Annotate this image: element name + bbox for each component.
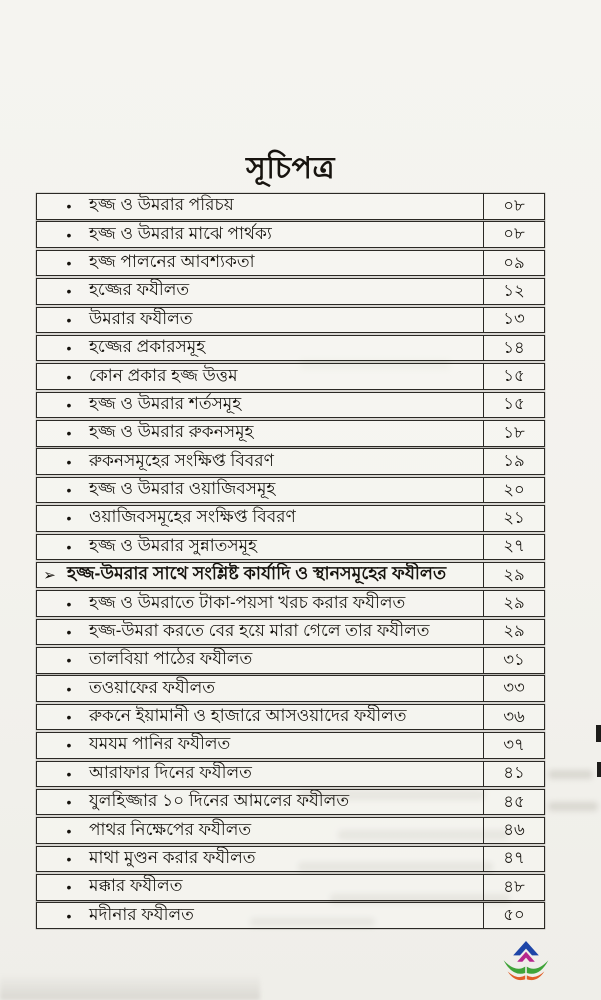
scan-bleed-streak (548, 770, 593, 779)
toc-row-label-cell (37, 449, 483, 474)
toc-entry-title: রুকনে ইয়ামানী ও হাজারে আসওয়াদের ফযীলত (89, 706, 407, 725)
toc-entry-title: হজ্জ ও উমরার শর্তসমূহ (89, 393, 242, 413)
toc-entry-title: মক্কার ফযীলত (89, 876, 183, 896)
toc-row (36, 846, 545, 873)
toc-entry-page-number: ২১ (483, 506, 544, 531)
toc-entry-title: যমযম পানির ফযীলত (89, 734, 231, 754)
toc-row-label-cell (37, 421, 483, 446)
bullet-icon: • (66, 425, 72, 442)
toc-entry-title: রুকনসমূহের সংক্ষিপ্ত বিবরণ (89, 450, 274, 470)
toc-entry-title: হজ্জ ও উমরার রুকনসমূহ (89, 422, 254, 442)
toc-row (36, 392, 545, 419)
bullet-icon: • (66, 822, 72, 839)
toc-row (36, 590, 545, 617)
bullet-icon: • (66, 595, 72, 612)
toc-row (36, 193, 545, 220)
bullet-icon: • (66, 368, 72, 385)
toc-entry-page-number: ১২ (483, 279, 544, 304)
toc-entry-page-number: ৪৬ (483, 818, 544, 843)
scan-bleed-streak (548, 802, 598, 811)
toc-row-label-cell (37, 563, 483, 588)
toc-row (36, 761, 545, 788)
toc-row-label-cell (37, 676, 483, 701)
toc-row (36, 250, 545, 277)
toc-row-label-cell (37, 903, 483, 928)
toc-entry-title: হজ্জ ও উমরার মাঝে পার্থক্য (89, 223, 272, 243)
toc-row-label-cell (37, 308, 483, 333)
toc-row-label-cell (37, 364, 483, 389)
toc-row-label-cell (37, 790, 483, 815)
bullet-icon: • (66, 907, 72, 924)
toc-row (36, 817, 545, 844)
toc-entry-title: হজ্জ ও উমরার ওয়াজিবসমূহ (89, 479, 276, 498)
publisher-open-book-logo (502, 940, 550, 990)
bullet-icon: • (66, 623, 72, 640)
bullet-icon: • (66, 226, 72, 243)
toc-entry-page-number: ৩৭ (483, 733, 544, 758)
bullet-icon: • (66, 652, 72, 669)
bullet-icon: • (66, 879, 72, 896)
toc-row-label-cell (37, 506, 483, 531)
toc-row (36, 221, 545, 248)
toc-row-label-cell (37, 535, 483, 560)
toc-entry-title: হজ্জ ও উমরাতে টাকা-পয়সা খরচ করার ফযীলত (89, 592, 406, 612)
toc-row-label-cell (37, 847, 483, 872)
bullet-icon: • (66, 538, 72, 555)
toc-entry-title: হজ্জের ফযীলত (89, 280, 190, 300)
toc-row (36, 675, 545, 702)
toc-row (36, 307, 545, 334)
scan-edge-mark (596, 725, 601, 742)
toc-entry-page-number: ৪১ (483, 762, 544, 787)
toc-row (36, 874, 545, 901)
bullet-icon: • (66, 510, 72, 527)
toc-row (36, 902, 545, 929)
bullet-icon: • (66, 482, 72, 498)
toc-entry-page-number: ২৯ (483, 563, 544, 588)
toc-entry-page-number: ৫০ (483, 903, 544, 928)
toc-entry-page-number: ৩৬ (483, 705, 544, 730)
toc-entry-title: ওয়াজিবসমূহের সংক্ষিপ্ত বিবরণ (89, 507, 296, 527)
toc-entry-page-number: ৪৫ (483, 790, 544, 815)
toc-row (36, 477, 545, 504)
section-arrow-icon: ➢ (43, 566, 56, 584)
toc-row-label-cell (37, 591, 483, 616)
toc-entry-page-number: ০৯ (483, 251, 544, 276)
toc-entry-page-number: ১৫ (483, 364, 544, 389)
toc-row (36, 647, 545, 674)
toc-entry-title: তওয়াফের ফযীলত (89, 677, 216, 697)
toc-entry-page-number: ১৪ (483, 336, 544, 361)
toc-entry-title: হজ্জ-উমরার সাথে সংশ্লিষ্ট কার্যাদি ও স্থানসমূহের ফযীলত (67, 562, 447, 583)
toc-entry-page-number: ১৩ (483, 308, 544, 333)
toc-entry-title: কোন প্রকার হজ্জ উত্তম (89, 365, 238, 385)
toc-entry-title: মাথা মুণ্ডন করার ফযীলত (89, 847, 256, 867)
toc-row-label-cell (37, 648, 483, 673)
toc-row (36, 789, 545, 816)
toc-entry-page-number: ২০ (483, 478, 544, 503)
toc-row-label-cell (37, 251, 483, 276)
toc-row (36, 278, 545, 305)
toc-entry-title: মদীনার ফযীলত (89, 904, 194, 924)
toc-row-label-cell (37, 620, 483, 645)
toc-entry-title: যুলহিজ্জার ১০ দিনের আমলের ফযীলত (89, 791, 350, 811)
toc-row (36, 335, 545, 362)
toc-entry-title: উমরার ফযীলত (89, 308, 193, 328)
toc-entry-title: তালবিয়া পাঠের ফযীলত (89, 649, 253, 669)
toc-row-label-cell (37, 705, 483, 730)
bullet-icon: • (66, 737, 72, 754)
toc-entry-page-number: ১৯ (483, 449, 544, 474)
toc-entry-page-number: ২৭ (483, 535, 544, 560)
bullet-icon: • (66, 765, 72, 782)
toc-entry-page-number: ২৯ (483, 591, 544, 616)
toc-entry-title: হজ্জ ও উমরার সুন্নাতসমূহ (89, 535, 257, 555)
toc-entry-page-number: ১৫ (483, 393, 544, 418)
bullet-icon: • (66, 453, 72, 470)
toc-entry-page-number: ৪৭ (483, 847, 544, 872)
bullet-icon: • (66, 198, 72, 215)
toc-entry-page-number: ০৮ (483, 194, 544, 219)
scan-edge-mark (597, 762, 601, 777)
toc-row-label-cell (37, 818, 483, 843)
toc-entry-title: আরাফার দিনের ফযীলত (89, 762, 252, 782)
toc-row-label-cell (37, 222, 483, 247)
toc-row (36, 704, 545, 731)
toc-row (36, 448, 545, 475)
toc-row (36, 732, 545, 759)
page-title: সূচিপত্র (246, 152, 335, 185)
toc-row-label-cell (37, 762, 483, 787)
bullet-icon: • (66, 311, 72, 328)
toc-entry-page-number: ৪৮ (483, 875, 544, 900)
toc-row-label-cell (37, 875, 483, 900)
toc-row (36, 619, 545, 646)
bullet-icon: • (66, 283, 72, 300)
toc-entry-page-number: ৩৩ (483, 676, 544, 701)
scan-shadow (0, 974, 260, 1000)
toc-row (36, 534, 545, 561)
bullet-icon: • (66, 340, 72, 357)
toc-entry-title: হজ্জ ও উমরার পরিচয় (89, 195, 234, 215)
toc-entry-title: হজ্জের প্রকারসমূহ (89, 337, 206, 357)
bullet-icon: • (66, 396, 72, 413)
toc-entry-page-number: ৩১ (483, 648, 544, 673)
toc-row-label-cell (37, 194, 483, 219)
toc-row-label-cell (37, 733, 483, 758)
bullet-icon: • (66, 680, 72, 697)
toc-row (36, 505, 545, 532)
toc-row-label-cell (37, 279, 483, 304)
toc-row (36, 420, 545, 447)
toc-entry-title: পাথর নিক্ষেপের ফযীলত (89, 819, 252, 839)
bullet-icon: • (66, 794, 72, 811)
bullet-icon: • (66, 709, 72, 725)
toc-entry-page-number: ১৮ (483, 421, 544, 446)
bullet-icon: • (66, 255, 72, 271)
bullet-icon: • (66, 850, 72, 867)
toc-row (36, 363, 545, 390)
toc-row-label-cell (37, 336, 483, 361)
toc-entry-page-number: ২৯ (483, 620, 544, 645)
toc-row-label-cell (37, 393, 483, 418)
toc-entry-title: হজ্জ-উমরা করতে বের হয়ে মারা গেলে তার ফযীলত (89, 620, 430, 640)
toc-row (36, 562, 545, 589)
toc-row-label-cell (37, 478, 483, 503)
toc-table (36, 193, 545, 929)
toc-entry-page-number: ০৮ (483, 222, 544, 247)
toc-entry-title: হজ্জ পালনের আবশ্যকতা (89, 252, 255, 271)
